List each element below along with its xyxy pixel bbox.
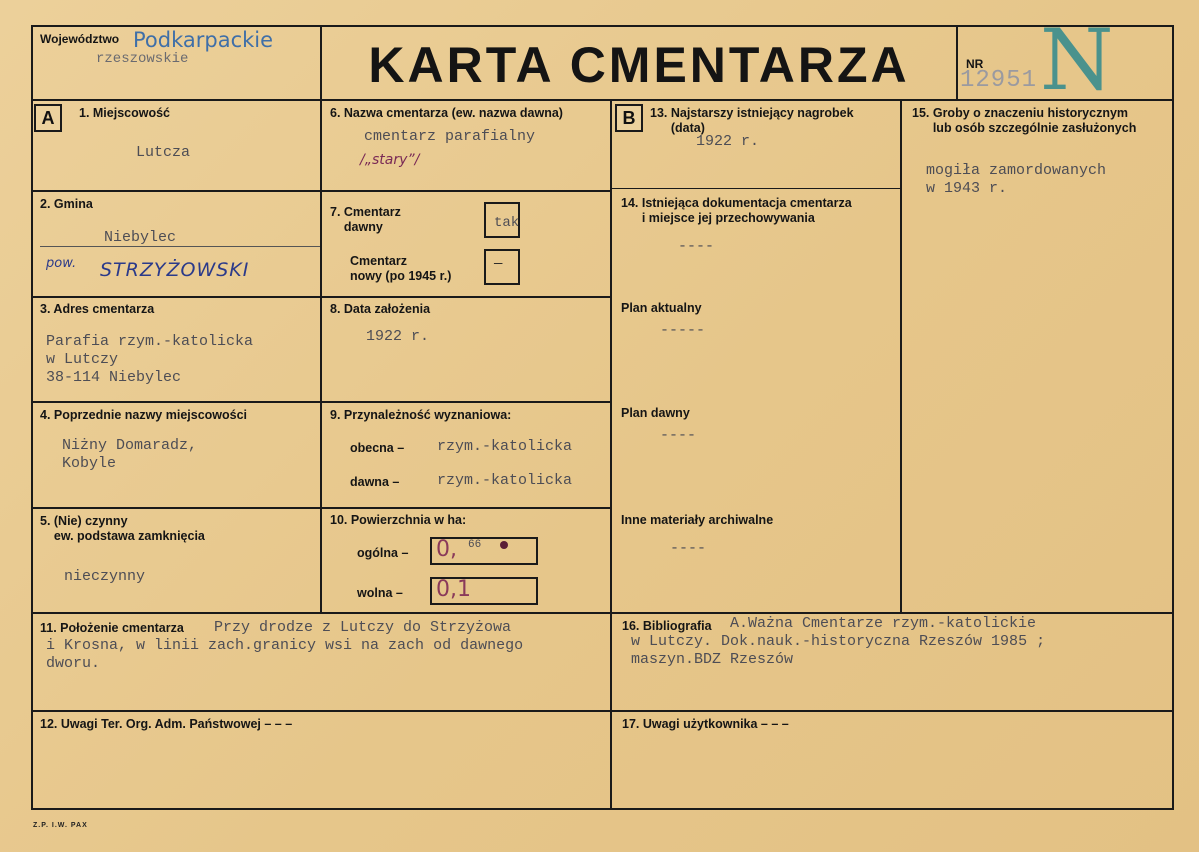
- section-b-tag: B: [615, 104, 643, 132]
- field-13-value: 1922 r.: [696, 133, 760, 150]
- voivodeship-label: Województwo: [40, 32, 120, 46]
- field-12-label: 12. Uwagi Ter. Org. Adm. Państwowej – – –: [40, 717, 293, 731]
- field-14-label: 14. Istniejąca dokumentacja cmentarza i miejsce jej przechowywania: [621, 196, 852, 225]
- field-16-value-line1: A.Ważna Cmentarze rzym.-katolickie: [730, 615, 1037, 632]
- field-1-value: Lutcza: [136, 144, 191, 161]
- field-15-label: 15. Groby o znaczeniu historycznym lub osób szczególnie zasłużonych: [912, 106, 1137, 135]
- field-2-hand-prefix: pow.: [46, 256, 77, 271]
- voivodeship-typed: rzeszowskie: [96, 51, 189, 67]
- divider: [900, 99, 902, 612]
- divider: [610, 99, 612, 810]
- field-11-value-rest: i Krosna, w linii zach.granicy wsi na zach od dawnego dworu.: [46, 637, 524, 672]
- divider: [956, 25, 958, 100]
- section-a-tag: A: [34, 104, 62, 132]
- field-7-new-value: —: [494, 256, 503, 272]
- printer-imprint: Z.P. I.W. PAX: [33, 822, 88, 829]
- divider: [31, 710, 1174, 712]
- divider: [31, 296, 612, 298]
- field-2-hand-value: STRZYŻOWSKI: [100, 259, 250, 281]
- plan-former-label: Plan dawny: [621, 406, 690, 420]
- field-10-total-hand: 0,: [436, 537, 457, 562]
- index-letter-stamp: N: [1040, 11, 1114, 109]
- divider: [612, 188, 900, 189]
- field-10-label: 10. Powierzchnia w ha:: [330, 513, 467, 527]
- nr-label: NR: [966, 57, 984, 71]
- other-materials-value: ----: [670, 540, 707, 557]
- plan-current-label: Plan aktualny: [621, 301, 702, 315]
- field-8-label: 8. Data założenia: [330, 302, 431, 316]
- field-7-new-label: Cmentarz nowy (po 1945 r.): [350, 254, 452, 283]
- divider: [31, 190, 612, 192]
- field-17-label: 17. Uwagi użytkownika – – –: [622, 717, 789, 731]
- divider: [31, 507, 612, 509]
- field-3-value: Parafia rzym.-katolicka w Lutczy 38-114 Niebylec: [46, 333, 254, 386]
- field-4-label: 4. Poprzednie nazwy miejscowości: [40, 408, 248, 422]
- field-3-label: 3. Adres cmentarza: [40, 302, 155, 316]
- field-6-value: cmentarz parafialny: [364, 128, 536, 145]
- ink-blot: [500, 541, 508, 549]
- field-11-value-line1: Przy drodze z Lutczy do Strzyżowa: [214, 619, 512, 636]
- field-15-value: mogiła zamordowanych w 1943 r.: [926, 162, 1107, 197]
- field-5-value: nieczynny: [64, 568, 146, 585]
- field-9-current-label: obecna –: [350, 441, 405, 455]
- field-8-value: 1922 r.: [366, 328, 430, 345]
- field-2-label: 2. Gmina: [40, 197, 93, 211]
- field-10-free-hand: 0,1: [436, 577, 471, 602]
- field-2-underline: [40, 246, 320, 247]
- field-7-old-label: 7. Cmentarz dawny: [330, 205, 401, 234]
- field-13-label: 13. Najstarszy istniejący nagrobek (data): [650, 106, 854, 135]
- plan-former-value: ----: [660, 427, 697, 444]
- field-9-current-value: rzym.-katolicka: [437, 438, 573, 455]
- field-9-former-value: rzym.-katolicka: [437, 472, 573, 489]
- field-5-label: 5. (Nie) czynny ew. podstawa zamknięcia: [40, 514, 205, 543]
- divider: [31, 612, 1174, 614]
- field-7-old-value: tak: [494, 215, 520, 231]
- divider: [31, 401, 612, 403]
- other-materials-label: Inne materiały archiwalne: [621, 513, 774, 527]
- field-16-value-rest: w Lutczy. Dok.nauk.-historyczna Rzeszów 1985 ; maszyn.BDZ Rzeszów: [631, 633, 1046, 668]
- record-number: 12951: [960, 67, 1038, 94]
- field-10-total-label: ogólna –: [357, 546, 409, 560]
- field-6-label: 6. Nazwa cmentarza (ew. nazwa dawna): [330, 106, 563, 120]
- voivodeship-stamp: Podkarpackie: [133, 28, 274, 52]
- card-title: KARTA CMENTARZA: [368, 37, 910, 93]
- field-10-total-typed: 66: [468, 539, 482, 551]
- field-9-label: 9. Przynależność wyznaniowa:: [330, 408, 512, 422]
- plan-current-value: -----: [660, 322, 706, 339]
- field-1-label: 1. Miejscowość: [79, 106, 171, 120]
- field-4-value: Niżny Domaradz, Kobyle: [62, 437, 198, 472]
- field-6-hand-note: /„stary”/: [360, 152, 420, 168]
- field-11-label: 11. Położenie cmentarza: [40, 621, 184, 635]
- field-10-free-label: wolna –: [357, 586, 403, 600]
- field-14-value: ----: [678, 238, 715, 255]
- divider: [31, 99, 1174, 101]
- field-2-value: Niebylec: [104, 229, 177, 246]
- divider: [320, 25, 322, 612]
- field-9-former-label: dawna –: [350, 475, 400, 489]
- field-16-label: 16. Bibliografia: [622, 619, 712, 633]
